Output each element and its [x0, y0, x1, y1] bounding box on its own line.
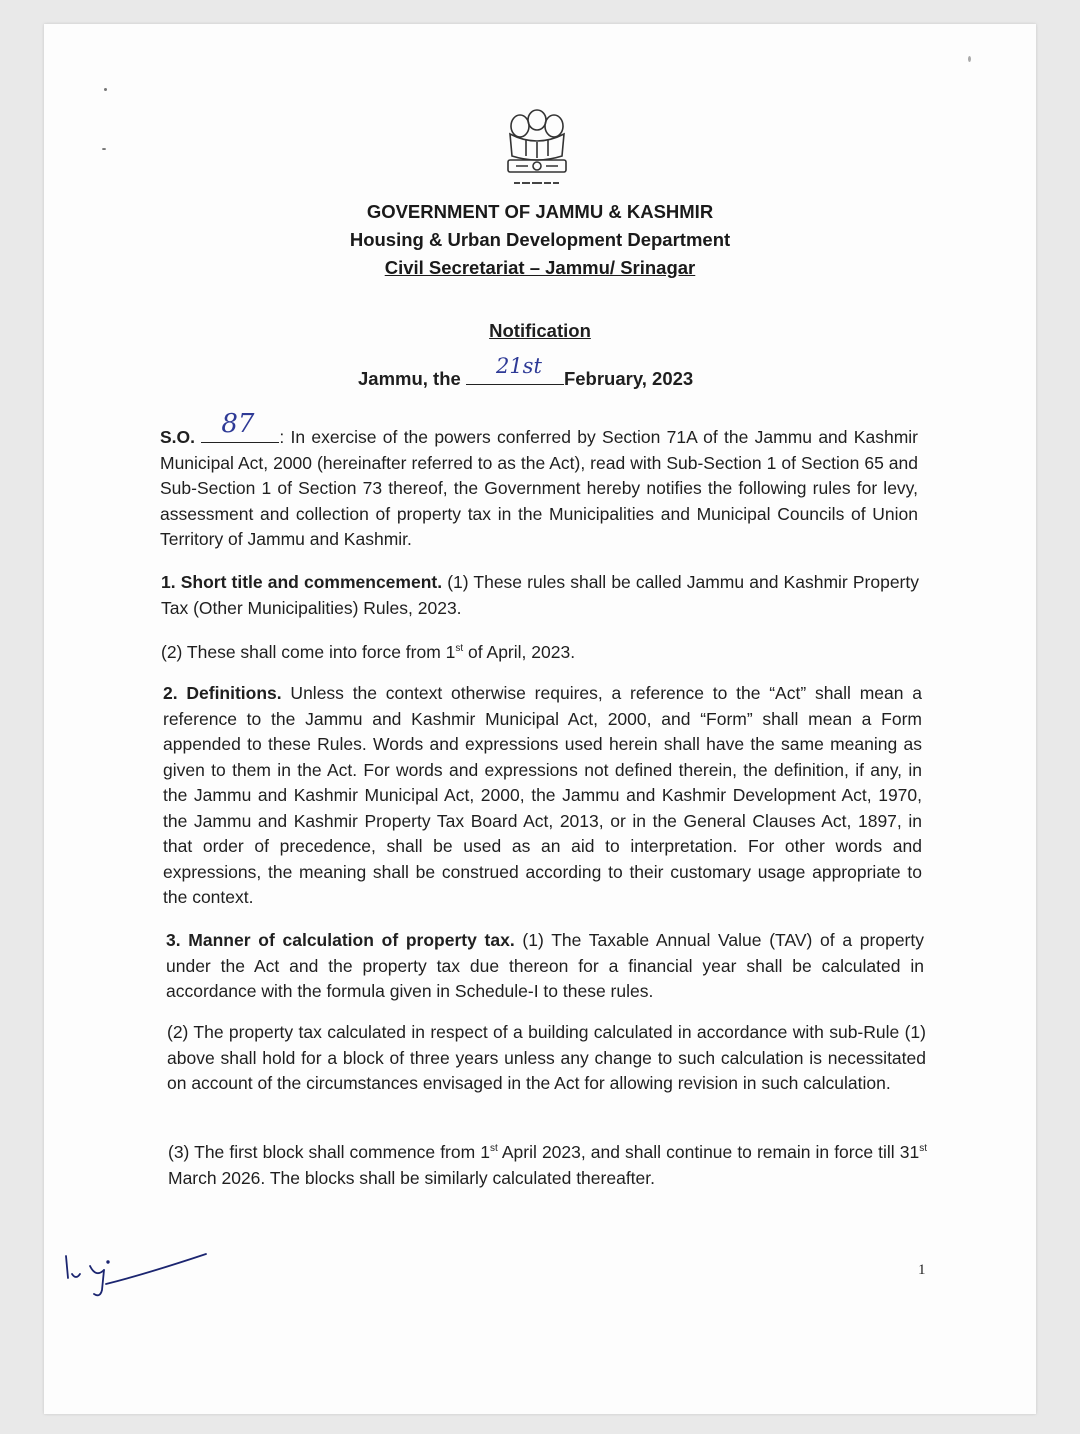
department-title: Housing & Urban Development Department: [349, 229, 731, 250]
rule-1-heading: 1. Short title and commencement.: [161, 572, 443, 592]
rule-3-sub-3-text: (3) The first block shall commence from 1: [168, 1142, 490, 1162]
scan-speck: [102, 148, 106, 150]
so-paragraph: [160, 409, 918, 553]
rule-3-sub-2-text: (2) The property tax calculated in respect of a building calculated in accordance with sub-Rule (1) above shall hold for a block of three years unless any change to such calculation is necessitated on account of the circumstances envisaged in the Act for allowing revision in such calculation.: [167, 1022, 926, 1093]
date-suffix: February, 2023: [563, 368, 694, 389]
rule-3-sub-3-text-end: March 2026. The blocks shall be similarly calculated thereafter.: [168, 1167, 656, 1188]
rule-3-heading: 3. Manner of calculation of property tax.: [166, 930, 515, 950]
rule-1-sub-2: [161, 640, 919, 666]
date-blank: [466, 354, 564, 385]
rule-1-sub-2-text-end: of April, 2023.: [463, 642, 576, 662]
secretariat-title: Civil Secretariat – Jammu/ Srinagar: [384, 257, 696, 278]
rule-1-sub-2-text: (2) These shall come into force from 1: [161, 642, 456, 662]
signature-mark: [56, 1244, 216, 1314]
so-text: : In exercise of the powers conferred by Section 71A of the Jammu and Kashmir Municipal Act, 2000 (hereinafter referred to as the Act), read with Sub-Section 1 of Section 65 and Sub-Section 1 of Section 73 thereof, the Government hereby notifies the following rules for levy, assessment and collection of property tax in the Municipalities and Municipal Councils of Union Territory of Jammu and Kashmir.: [160, 427, 918, 549]
superscript: st: [455, 643, 464, 655]
rule-2-text: Unless the context otherwise requires, a reference to the “Act” shall mean a reference to the Jammu and Kashmir Municipal Act, 2000, and “Form” shall mean a Form appended to these Rules. Words and expressions used herein shall have the same meaning as given to them in the Act. For words and expressions not defined therein, the definition, if any, in the Jammu and Kashmir Municipal Act, 2000, the Jammu and Kashmir Development Act, 1970, the Jammu and Kashmir Property Tax Board Act, 2013, or in the General Clauses Act, 1897, in that order of precedence, shall be used as an aid to interpretation. For other words and expressions, the meaning shall be construed according to their customary usage appropriate to the context.: [163, 683, 922, 907]
so-label: S.O.: [160, 427, 196, 447]
rule-2-heading: 2. Definitions.: [163, 683, 282, 703]
document-header: [0, 198, 1080, 282]
rule-1-paragraph: [161, 570, 919, 621]
rule-2-paragraph: [163, 681, 922, 911]
page-number: 1: [918, 1262, 926, 1278]
notification-title: Notification: [489, 320, 591, 341]
rule-3-sub-3-text-mid: April 2023, and shall continue to remain in force till 31: [497, 1142, 920, 1162]
handwritten-so-number: 87: [221, 409, 255, 439]
superscript: st: [919, 1143, 927, 1155]
handwritten-date: 21st: [495, 354, 542, 378]
rule-1-text: (1) These rules shall be called Jammu and Kashmir Property Tax (Other Municipalities) Rules, 2023.: [161, 572, 919, 618]
superscript: st: [490, 1143, 498, 1155]
scan-speck: [104, 88, 107, 91]
date-prefix: Jammu, the: [358, 368, 461, 389]
government-title: GOVERNMENT OF JAMMU & KASHMIR: [366, 201, 714, 222]
so-number-blank: [201, 409, 279, 443]
rule-3-sub-2: [167, 1020, 926, 1097]
rule-3-text: (1) The Taxable Annual Value (TAV) of a property under the Act and the property tax due thereon for a financial year shall be calculated in accordance with the formula given in Schedule-I to these rules.: [166, 930, 924, 1001]
rule-3-paragraph: [166, 928, 924, 1005]
state-emblem-icon: [496, 104, 578, 196]
date-line: [358, 354, 694, 390]
rule-3-sub-3: [168, 1140, 927, 1191]
scan-speck: [968, 56, 971, 62]
